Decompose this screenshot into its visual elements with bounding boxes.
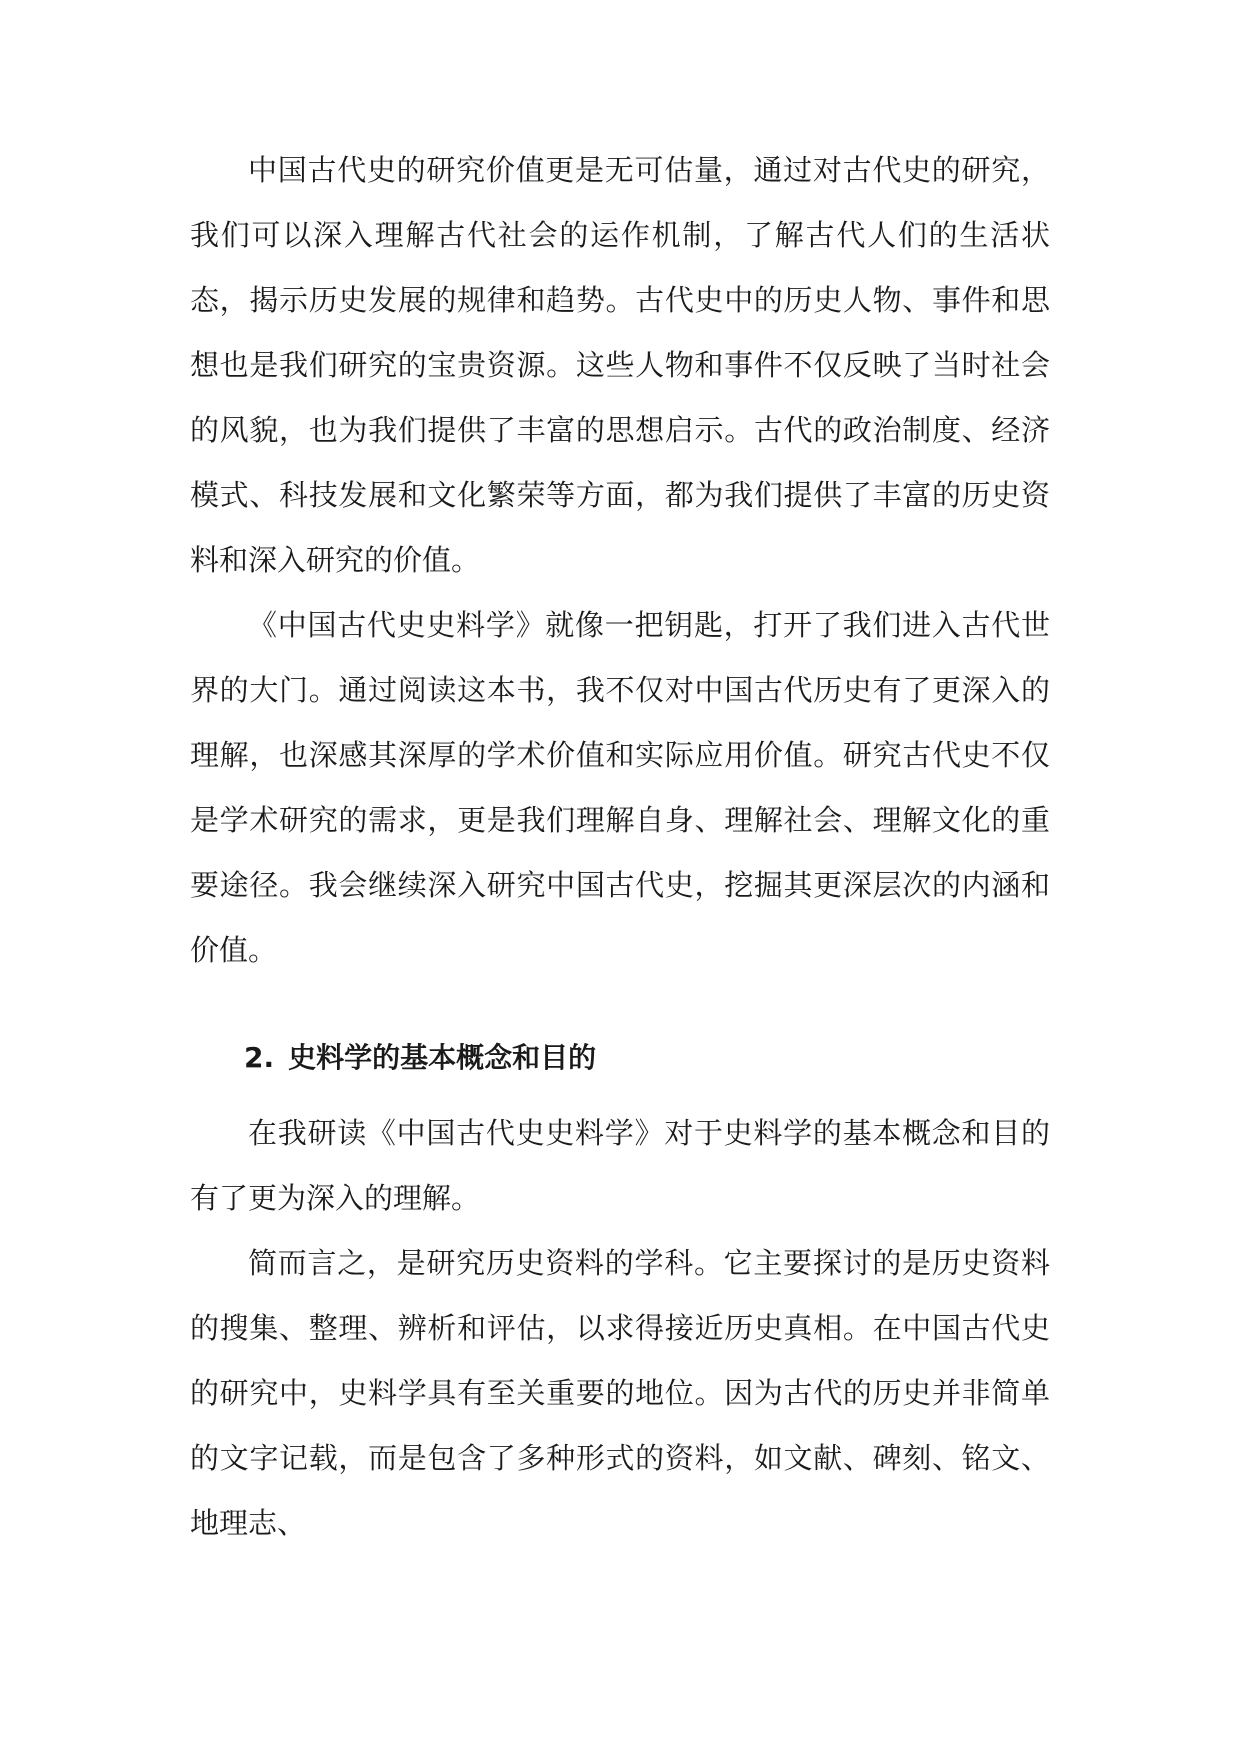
paragraph-concept-intro: 在我研读《中国古代史史料学》对于史料学的基本概念和目的有了更为深入的理解。 xyxy=(190,1116,1050,1215)
paragraph-concept-definition: 简而言之，是研究历史资料的学科。它主要探讨的是历史资料的搜集、整理、辨析和评估，以求得接近历史真相。在中国古代史的研究中，史料学具有至关重要的地位。因为古代的历史并非简单的文字记载，而是包含了多种形式的资料，如文献、碑刻、铭文、地理志、 xyxy=(190,1246,1050,1540)
section-title: 史料学的基本概念和目的 xyxy=(288,1041,597,1074)
paragraph-book-key: 《中国古代史史料学》就像一把钥匙，打开了我们进入古代世界的大门。通过阅读这本书，我不仅对中国古代历史有了更深入的理解，也深感其深厚的学术价值和实际应用价值。研究古代史不仅是学术研究的需求，更是我们理解自身、理解社会、理解文化的重要途径。我会继续深入研究中国古代史，挖掘其更深层次的内涵和价值。 xyxy=(190,608,1050,967)
section-number: 2. xyxy=(244,1041,275,1074)
section-heading xyxy=(190,1025,1050,1090)
document-body xyxy=(190,138,1050,1556)
paragraph-research-value: 中国古代史的研究价值更是无可估量，通过对古代史的研究，我们可以深入理解古代社会的运作机制，了解古代人们的生活状态，揭示历史发展的规律和趋势。古代史中的历史人物、事件和思想也是我们研究的宝贵资源。这些人物和事件不仅反映了当时社会的风貌，也为我们提供了丰富的思想启示。古代的政治制度、经济模式、科技发展和文化繁荣等方面，都为我们提供了丰富的历史资料和深入研究的价值。 xyxy=(190,153,1050,577)
